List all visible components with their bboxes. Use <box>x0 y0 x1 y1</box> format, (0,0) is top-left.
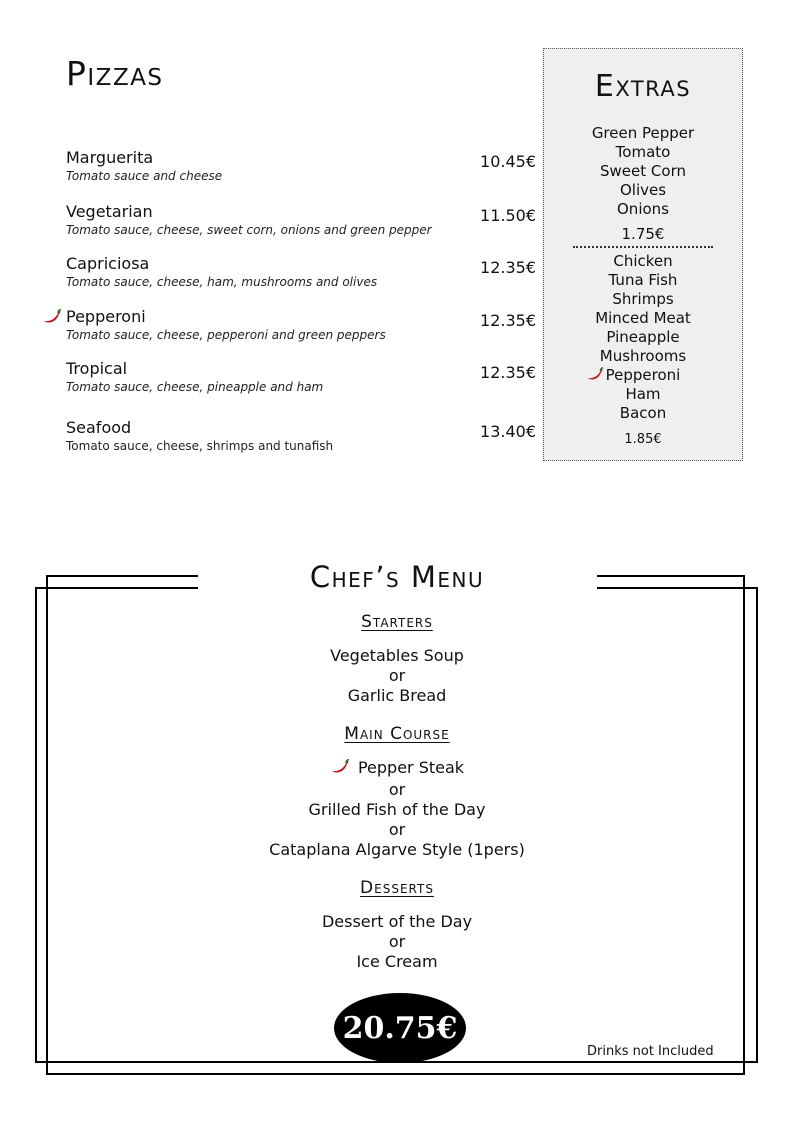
extra-item: Bacon <box>619 404 667 422</box>
chili-pepper-icon <box>42 309 62 329</box>
extra-item: Tomato <box>615 143 671 161</box>
menu-or: or <box>388 932 406 951</box>
pizza-description: Tomato sauce and cheese <box>66 169 223 183</box>
chili-pepper-icon <box>586 367 604 387</box>
menu-or: or <box>388 666 406 685</box>
menu-option: Vegetables Soup <box>330 646 464 665</box>
pizza-description: Tomato sauce, cheese, pepperoni and green peppers <box>66 328 386 342</box>
starters-section <box>200 612 594 706</box>
pizza-price: 11.50€ <box>480 206 536 225</box>
pizza-name: Seafood <box>66 418 132 437</box>
extra-item: Ham <box>625 385 661 403</box>
extra-item: Olives <box>619 181 667 199</box>
chili-pepper-icon <box>330 759 350 780</box>
extra-item: Sweet Corn <box>600 162 686 180</box>
pizza-description: Tomato sauce, cheese, ham, mushrooms and olives <box>66 275 378 289</box>
main-course-section <box>200 724 594 860</box>
pizza-price: 10.45€ <box>480 152 536 171</box>
chef-menu-title: Chef’s Menu <box>309 560 485 594</box>
pizza-price: 12.35€ <box>480 363 536 382</box>
pizza-description: Tomato sauce, cheese, sweet corn, onions and green pepper <box>66 223 432 237</box>
extras-panel <box>543 48 743 461</box>
extras-group-1 <box>544 124 742 219</box>
menu-option: Grilled Fish of the Day <box>308 800 486 819</box>
pizza-item-pepperoni <box>66 307 536 343</box>
extra-item-label: Pepperoni <box>605 366 681 384</box>
extra-item: Onions <box>617 200 669 218</box>
menu-option-label: Pepper Steak <box>357 758 465 777</box>
section-title-starters: Starters <box>361 612 433 632</box>
extra-item-pepperoni <box>544 366 742 385</box>
section-title-main-course: Main Course <box>344 724 450 744</box>
menu-option: Cataplana Algarve Style (1pers) <box>269 840 525 859</box>
pizza-name: Marguerita <box>66 148 154 167</box>
pizza-name: Pepperoni <box>66 307 146 326</box>
pizza-item-tropical <box>66 359 536 395</box>
extras-group-2 <box>544 252 742 423</box>
pizza-item-vegetarian <box>66 202 536 238</box>
pizza-item-seafood <box>66 418 536 454</box>
pizza-name: Vegetarian <box>66 202 153 221</box>
pizza-item-capriciosa <box>66 254 536 290</box>
extra-item: Pineapple <box>606 328 680 346</box>
drinks-note: Drinks not Included <box>587 1044 714 1059</box>
menu-option: Dessert of the Day <box>321 912 473 931</box>
extra-item: Shrimps <box>612 290 674 308</box>
pizza-name: Capriciosa <box>66 254 150 273</box>
pizza-item-marguerita <box>66 148 536 184</box>
extra-item: Green Pepper <box>591 124 695 142</box>
extras-title: Extras <box>594 69 692 104</box>
pizza-price: 12.35€ <box>480 258 536 277</box>
extra-item: Chicken <box>613 252 673 270</box>
section-title-desserts: Desserts <box>360 878 434 898</box>
extra-item: Mushrooms <box>599 347 687 365</box>
extra-item: Tuna Fish <box>608 271 678 289</box>
pizza-price: 13.40€ <box>480 422 536 441</box>
pizza-description: Tomato sauce, cheese, pineapple and ham <box>66 380 324 394</box>
pizzas-title: Pizzas <box>66 54 164 93</box>
menu-option: Garlic Bread <box>347 686 447 705</box>
menu-or: or <box>388 820 406 839</box>
desserts-section <box>200 878 594 972</box>
pizza-name: Tropical <box>66 359 128 378</box>
menu-or: or <box>388 780 406 799</box>
pizza-price: 12.35€ <box>480 311 536 330</box>
chef-menu-content <box>200 608 594 990</box>
chef-menu-price: 20.75€ <box>334 993 466 1063</box>
pizza-description: Tomato sauce, cheese, shrimps and tunafish <box>66 439 334 453</box>
menu-option-pepper-steak <box>200 758 594 780</box>
extras-divider <box>573 246 713 248</box>
extras-price-2: 1.85€ <box>624 432 662 447</box>
extra-item: Minced Meat <box>595 309 691 327</box>
menu-option: Ice Cream <box>356 952 438 971</box>
extras-price-1: 1.75€ <box>621 225 665 243</box>
